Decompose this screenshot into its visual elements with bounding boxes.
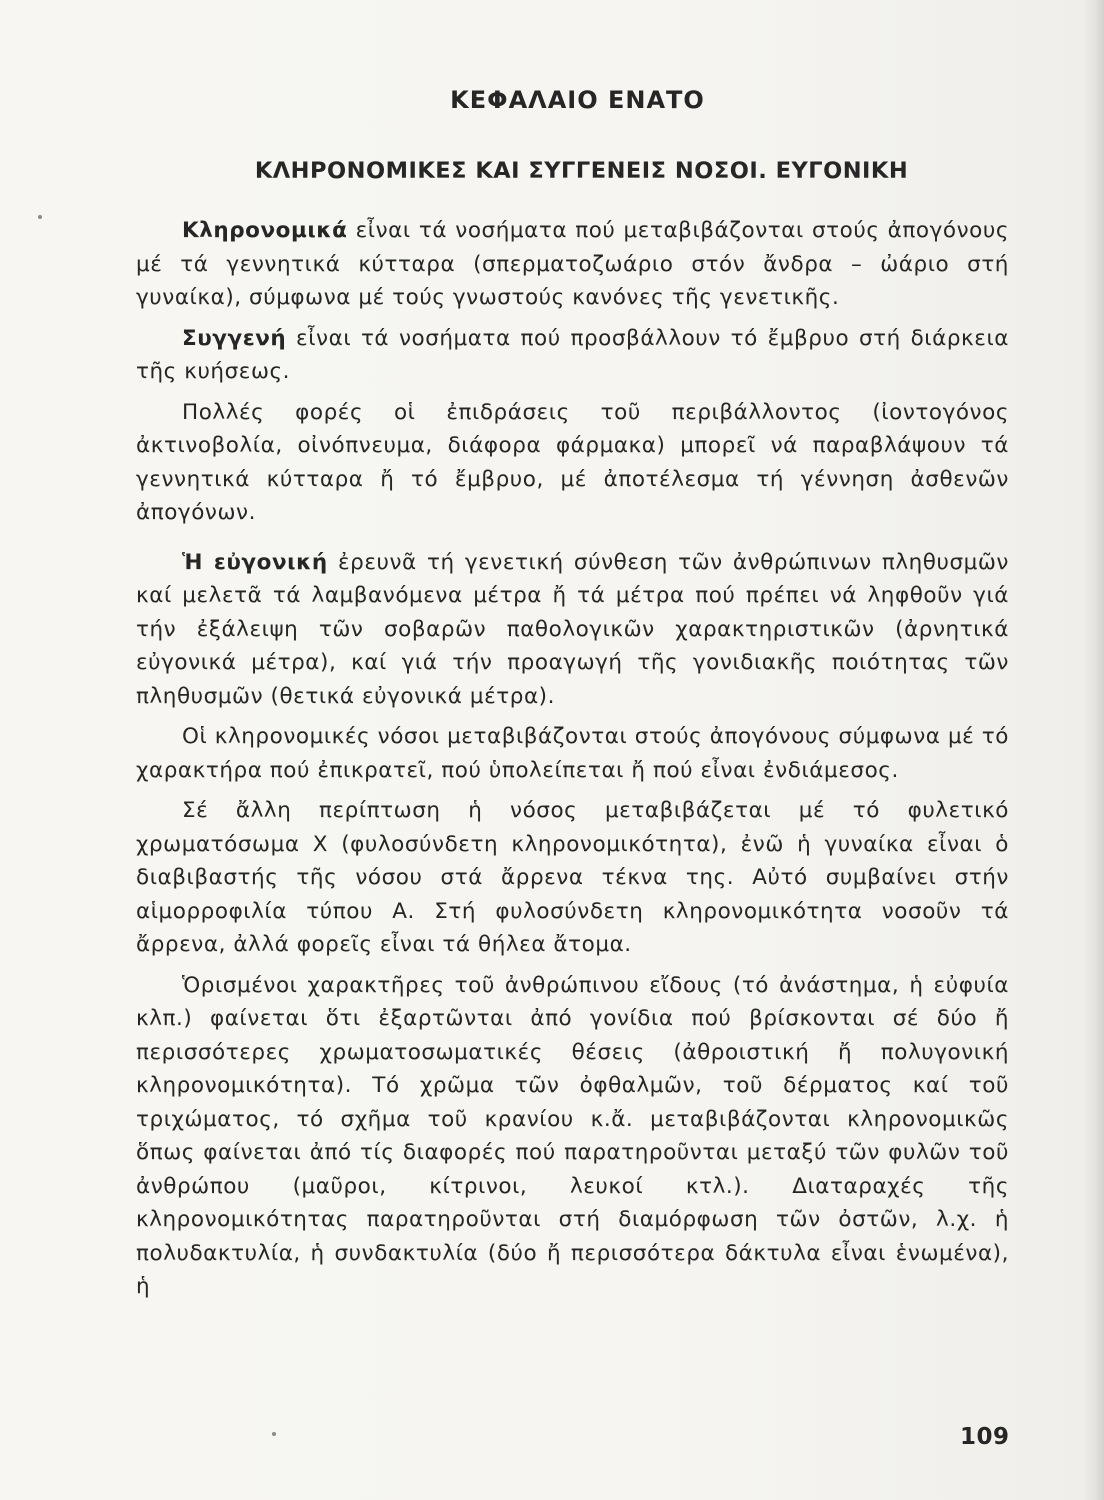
paragraph-sex-linked: Σέ ἄλλη περίπτωση ἡ νόσος μεταβιβάζεται μέ τό φυλετικό χρωματόσωμα Χ (φυλοσύνδετη κληρονομικότητα), ἐνῶ ἡ γυναίκα εἶναι ὁ διαβιβαστής τῆς νόσου στά ἄρρενα τέκνα της. Αὐτό συμβαίνει στήν αἱμορροφιλία τύπου Α. Στή φυλοσύνδετη κληρονομικότητα νοσοῦν τά ἄρρενα, ἀλλά φορεῖς εἶναι τά θήλεα ἄτομα.	[136, 798, 1009, 957]
paragraph-eugenics-text: ἐρευνᾶ τή γενετική σύνθεση τῶν ἀνθρώπινων πληθυσμῶν καί μελετᾶ τά λαμβανόμενα μέτρα ἤ τά μέτρα πού πρέπει νά ληφθοῦν γιά τήν ἐξάλειψη τῶν σοβαρῶν παθολογικῶν χαρακτηριστικῶν (ἀρνητικά εὐγονικά μέτρα), καί γιά τήν προαγωγή τῆς γονιδιακῆς ποιότητας τῶν πληθυσμῶν (θετικά εὐγονικά μέτρα).	[136, 549, 1009, 709]
chapter-title: ΚΕΦΑΛΑΙΟ ΕΝΑΤΟ	[450, 86, 705, 114]
paragraph-eugenics	[136, 546, 1009, 714]
page-number: 109	[960, 1424, 1010, 1450]
paragraph-hereditary	[136, 214, 1009, 315]
paragraph-congenital	[136, 322, 1009, 389]
paragraph-congenital-text: εἶναι τά νοσήματα πού προσβάλλουν τό ἔμβρυο στή διάρκεια τῆς κυήσεως.	[136, 325, 1009, 384]
scan-speck	[272, 1432, 276, 1436]
term-eugenics: Ἡ εὐγονική	[182, 549, 328, 575]
page-edge-shadow	[1082, 0, 1104, 1500]
term-congenital: Συγγενή	[182, 325, 287, 351]
term-hereditary: Κληρονομικά	[182, 218, 348, 243]
paragraph-dominant: Οἱ κληρονομικές νόσοι μεταβιβάζονται στούς ἀπογόνους σύμφωνα μέ τό χαρακτήρα πού ἐπικρατεῖ, πού ὑπολείπεται ἤ πού εἶναι ἐνδιάμεσος.	[136, 724, 1009, 783]
page-content	[136, 86, 1009, 1311]
section-title: ΚΛΗΡΟΝΟΜΙΚΕΣ ΚΑΙ ΣΥΓΓΕΝΕΙΣ ΝΟΣΟΙ. ΕΥΓΟΝΙΚΗ	[254, 158, 909, 184]
paragraph-polygenic: Ὁρισμένοι χαρακτῆρες τοῦ ἀνθρώπινου εἴδους (τό ἀνάστημα, ἡ εὐφυία κλπ.) φαίνεται ὅτι ἐξαρτῶνται ἀπό γονίδια πού βρίσκονται σέ δύο ἤ περισσότερες χρωματοσωματικές θέσεις (ἀθροιστική ἤ πολυγονική κληρονομικότητα). Τό χρῶμα τῶν ὀφθαλμῶν, τοῦ δέρματος καί τοῦ τριχώματος, τό σχῆμα τοῦ κρανίου κ.ἄ. μεταβιβάζονται κληρονομικῶς ὅπως φαίνεται ἀπό τίς διαφορές πού παρατηροῦνται μεταξύ τῶν φυλῶν τοῦ ἀνθρώπου (μαῦροι, κίτρινοι, λευκοί κτλ.). Διαταραχές τῆς κληρονομικότητας παρατηροῦνται στή διαμόρφωση τῶν ὀστῶν, λ.χ. ἡ πολυδακτυλία, ἡ συνδακτυλία (δύο ἤ περισσότερα δάκτυλα εἶναι ἑνωμένα), ἡ	[136, 972, 1009, 1299]
paragraph-hereditary-text: εἶναι τά νοσήματα πού μεταβιβάζονται στούς ἀπογόνους μέ τά γεννητικά κύτταρα (σπερματοζωάριο στόν ἄνδρα – ὠάριο στή γυναίκα), σύμφωνα μέ τούς γνωστούς κανόνες τῆς γενετικῆς.	[136, 218, 1009, 310]
scan-speck	[38, 215, 42, 219]
paragraph-environment: Πολλές φορές οἱ ἐπιδράσεις τοῦ περιβάλλοντος (ἰοντογόνος ἀκτινοβολία, οἰνόπνευμα, διάφορα φάρμακα) μπορεῖ νά παραβλάψουν τά γεννητικά κύτταρα ἤ τό ἔμβρυο, μέ ἀποτέλεσμα τή γέννηση ἀσθενῶν ἀπογόνων.	[136, 399, 1009, 525]
